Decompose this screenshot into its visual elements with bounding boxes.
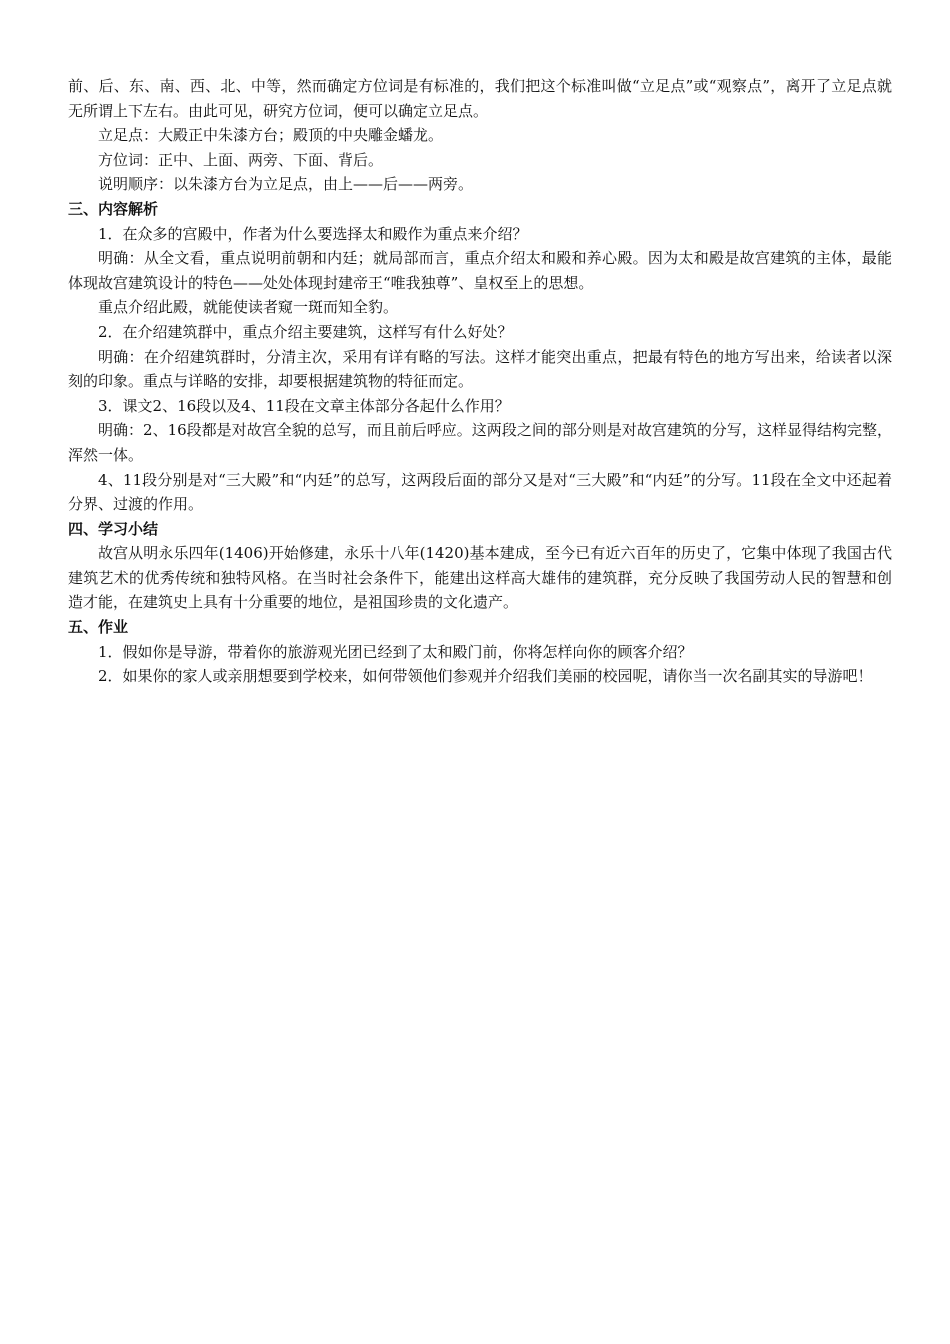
question-2: 2．在介绍建筑群中，重点介绍主要建筑，这样写有什么好处？ — [98, 322, 513, 341]
question-1: 1．在众多的宫殿中，作者为什么要选择太和殿作为重点来介绍？ — [98, 224, 528, 243]
section-heading-analysis: 三、内容解析 — [68, 199, 159, 218]
summary-paragraph: 故宫从明永乐四年(1406)开始修建，永乐十八年(1420)基本建成，至今已有近六百年的历史了，它集中体现了我国古代建筑艺术的优秀传统和独特风格。在当时社会条件下，能建出这样高大雄伟的建筑群，充分反映了我国劳动人民的智慧和创造才能，在建筑史上具有十分重要的地位，是祖国珍贵的文化遗产。 — [68, 544, 892, 612]
answer-3-continued: 4、11段分别是对“三大殿”和“内廷”的总写，这两段后面的部分又是对“三大殿”和“内廷”的分写。11段在全文中还起着分界、过渡的作用。 — [68, 470, 892, 514]
paragraph-direction-words: 方位词：正中、上面、两旁、下面、背后。 — [98, 150, 384, 169]
section-heading-summary: 四、学习小结 — [68, 519, 159, 538]
section-heading-homework: 五、作业 — [68, 618, 129, 637]
homework-1: 1．假如你是导游，带着你的旅游观光团已经到了太和殿门前，你将怎样向你的顾客介绍？ — [98, 642, 693, 661]
answer-2: 明确：在介绍建筑群时，分清主次，采用有详有略的写法。这样才能突出重点，把最有特色的地方写出来，给读者以深刻的印象。重点与详略的安排，却要根据建筑物的特征而定。 — [68, 347, 892, 391]
answer-3: 明确：2、16段都是对故宫全貌的总写，而且前后呼应。这两段之间的部分则是对故宫建筑的分写，这样显得结构完整，浑然一体。 — [68, 421, 892, 464]
question-3: 3．课文2、16段以及4、11段在文章主体部分各起什么作用？ — [98, 396, 510, 415]
paragraph-continuation: 前、后、东、南、西、北、中等，然而确定方位词是有标准的，我们把这个标准叫做“立足点”或“观察点”，离开了立足点就无所谓上下左右。由此可见，研究方位词，便可以确定立足点。 — [68, 77, 892, 120]
answer-1-continued: 重点介绍此殿，就能使读者窥一斑而知全豹。 — [98, 298, 399, 317]
document-page — [68, 74, 892, 689]
homework-2: 2．如果你的家人或亲朋想要到学校来，如何带领他们参观并介绍我们美丽的校园呢，请你当一次名副其实的导游吧！ — [98, 667, 873, 686]
answer-1: 明确：从全文看，重点说明前朝和内廷；就局部而言，重点介绍太和殿和养心殿。因为太和殿是故宫建筑的主体，最能体现故宫建筑设计的特色——处处体现封建帝王“唯我独尊”、皇权至上的思想。 — [68, 249, 892, 292]
paragraph-standpoint: 立足点：大殿正中朱漆方台；殿顶的中央雕金蟠龙。 — [98, 126, 444, 145]
paragraph-order: 说明顺序：以朱漆方台为立足点，由上——后——两旁。 — [98, 175, 474, 194]
